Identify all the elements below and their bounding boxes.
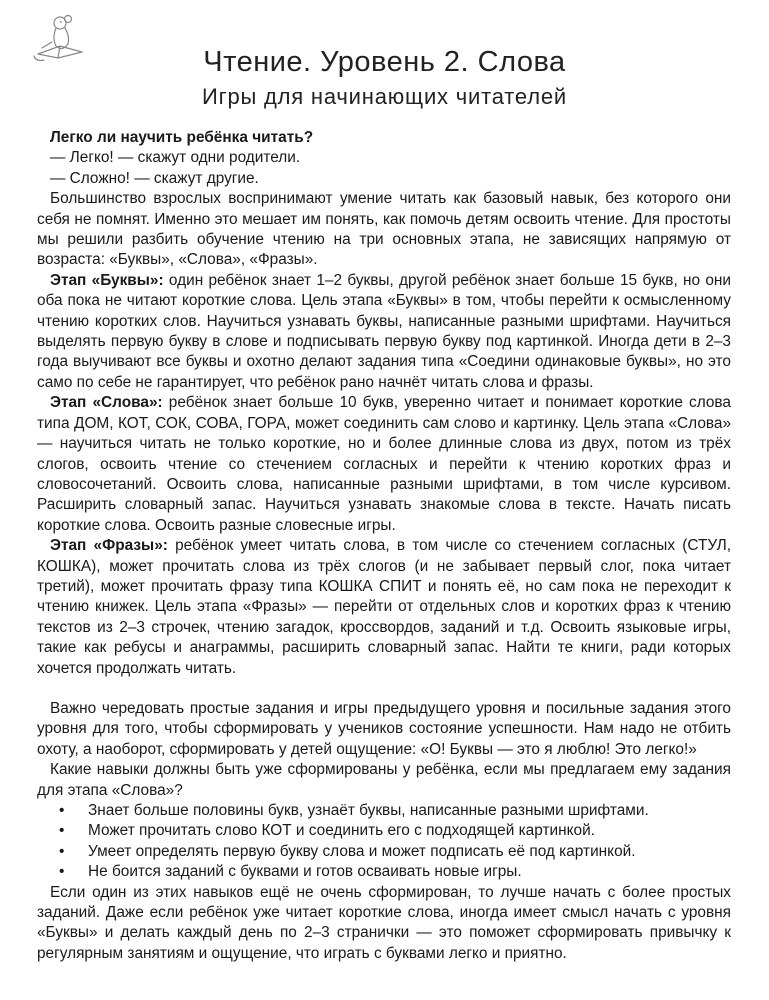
stage-phrases-label: Этап «Фразы»: bbox=[50, 537, 168, 555]
conclusion-paragraph: Если один из этих навыков ещё не очень сформирован, то лучше начать с более простых заданий. Даже если ребёнок уже читает короткие слова, иногда имеет смысл начать с уровня «Буквы» и делать каждый день по 2–3 странички — это поможет сформировать привычку к регулярным занятиям и ощущение, что играть с буквами легко и приятно. bbox=[37, 883, 731, 962]
stage-phrases-text: ребёнок умеет читать слова, в том числе со стечением согласных (СТУЛ, КОШКА), может прочитать слова из трёх слогов (и не забывает первый слог, пока читает третий), может прочитать фразу типа КОШКА СПИТ и понять её, но сам пока не переходит к чтению книжек. Цель этапа «Фразы» — перейти от отдельных слов и коротких фраз к чтению текстов из 2–3 строчек, чтению загадок, кроссвордов, заданий и т.д. Освоить языковые игры, такие как ребусы и анаграммы, расширить словарный запас. Найти те книги, ради которых хочется продолжать читать. bbox=[37, 537, 731, 677]
important-paragraph: Важно чередовать простые задания и игры предыдущего уровня и посильные задания этого уровня для того, чтобы сформировать у учеников состояние успешности. Нам надо не отбить охоту, а наоборот, сформировать у детей ощущение: «О! Буквы — это я люблю! Это легко!» bbox=[37, 699, 731, 758]
intro-answer-easy: — Легко! — скажут одни родители. bbox=[50, 149, 301, 167]
bullet-icon: • bbox=[59, 863, 65, 881]
skills-list bbox=[37, 801, 731, 883]
stage-words-label: Этап «Слова»: bbox=[50, 394, 163, 412]
skills-question: Какие навыки должны быть уже сформированы у ребёнка, если мы предлагаем ему задания для этапа «Слова»? bbox=[37, 761, 731, 799]
stage-letters-label: Этап «Буквы»: bbox=[50, 271, 164, 289]
list-item: • Умеет определять первую букву слова и может подписать её под картинкой. bbox=[37, 842, 731, 862]
list-item: • Знает больше половины букв, узнаёт буквы, написанные разными шрифтами. bbox=[37, 801, 731, 821]
stage-letters bbox=[37, 271, 731, 393]
page-subtitle: Игры для начинающих читателей bbox=[202, 84, 567, 109]
article-body bbox=[37, 128, 731, 964]
intro-question: Легко ли научить ребёнка читать? bbox=[50, 129, 314, 146]
bullet-icon: • bbox=[59, 802, 65, 819]
page-title: Чтение. Уровень 2. Слова bbox=[203, 46, 566, 78]
stage-words-text: ребёнок знает больше 10 букв, уверенно читает и понимает короткие слова типа ДОМ, КОТ, СОК, СОВА, ГОРА, может соединить сам слово и картинку. Цель этапа «Слова» — научиться читать не только короткие, но и более длинные слова из двух, потом из трёх слогов, освоить чтение со стечением согласных и перейти к чтению коротких фраз и словосочетаний. Освоить слова, написанные разными шрифтами, в том числе курсивом. Расширить словарный запас. Научиться узнавать знакомые слова в тексте. Начать писать короткие слова. Освоить разные словесные игры. bbox=[37, 394, 731, 534]
list-item: • Не боится заданий с буквами и готов осваивать новые игры. bbox=[37, 862, 731, 882]
bullet-icon: • bbox=[59, 842, 65, 860]
stage-phrases bbox=[37, 536, 731, 679]
page-header bbox=[0, 44, 769, 112]
intro-paragraph: Большинство взрослых воспринимают умение читать как базовый навык, без которого они себя не помнят. Именно это мешает им понять, как помочь детям освоить чтение. Для простоты мы решили разбить обучение чтению на три основных этапа, не зависящих напрямую от возраста: «Буквы», «Слова», «Фразы». bbox=[37, 190, 731, 269]
list-item: • Может прочитать слово КОТ и соединить его с подходящей картинкой. bbox=[37, 821, 731, 841]
stage-words bbox=[37, 393, 731, 536]
bullet-icon: • bbox=[59, 822, 65, 840]
intro-answer-hard: — Сложно! — скажут другие. bbox=[50, 169, 259, 187]
stage-letters-text: один ребёнок знает 1–2 буквы, другой ребёнок знает больше 15 букв, но они оба пока не читают короткие слова. Цель этапа «Буквы» в том, чтобы перейти к осмысленному чтению коротких слов. Научиться узнавать буквы, написанные разными шрифтами. Научиться выделять первую букву в слове и подписывать первую букву под картинкой. Иногда дети в 2–3 года выучивают все буквы и охотно делают задания типа «Соедини одинаковые буквы», но это само по себе не гарантирует, что ребёнок рано начнёт читать слова и фразы. bbox=[37, 271, 732, 391]
